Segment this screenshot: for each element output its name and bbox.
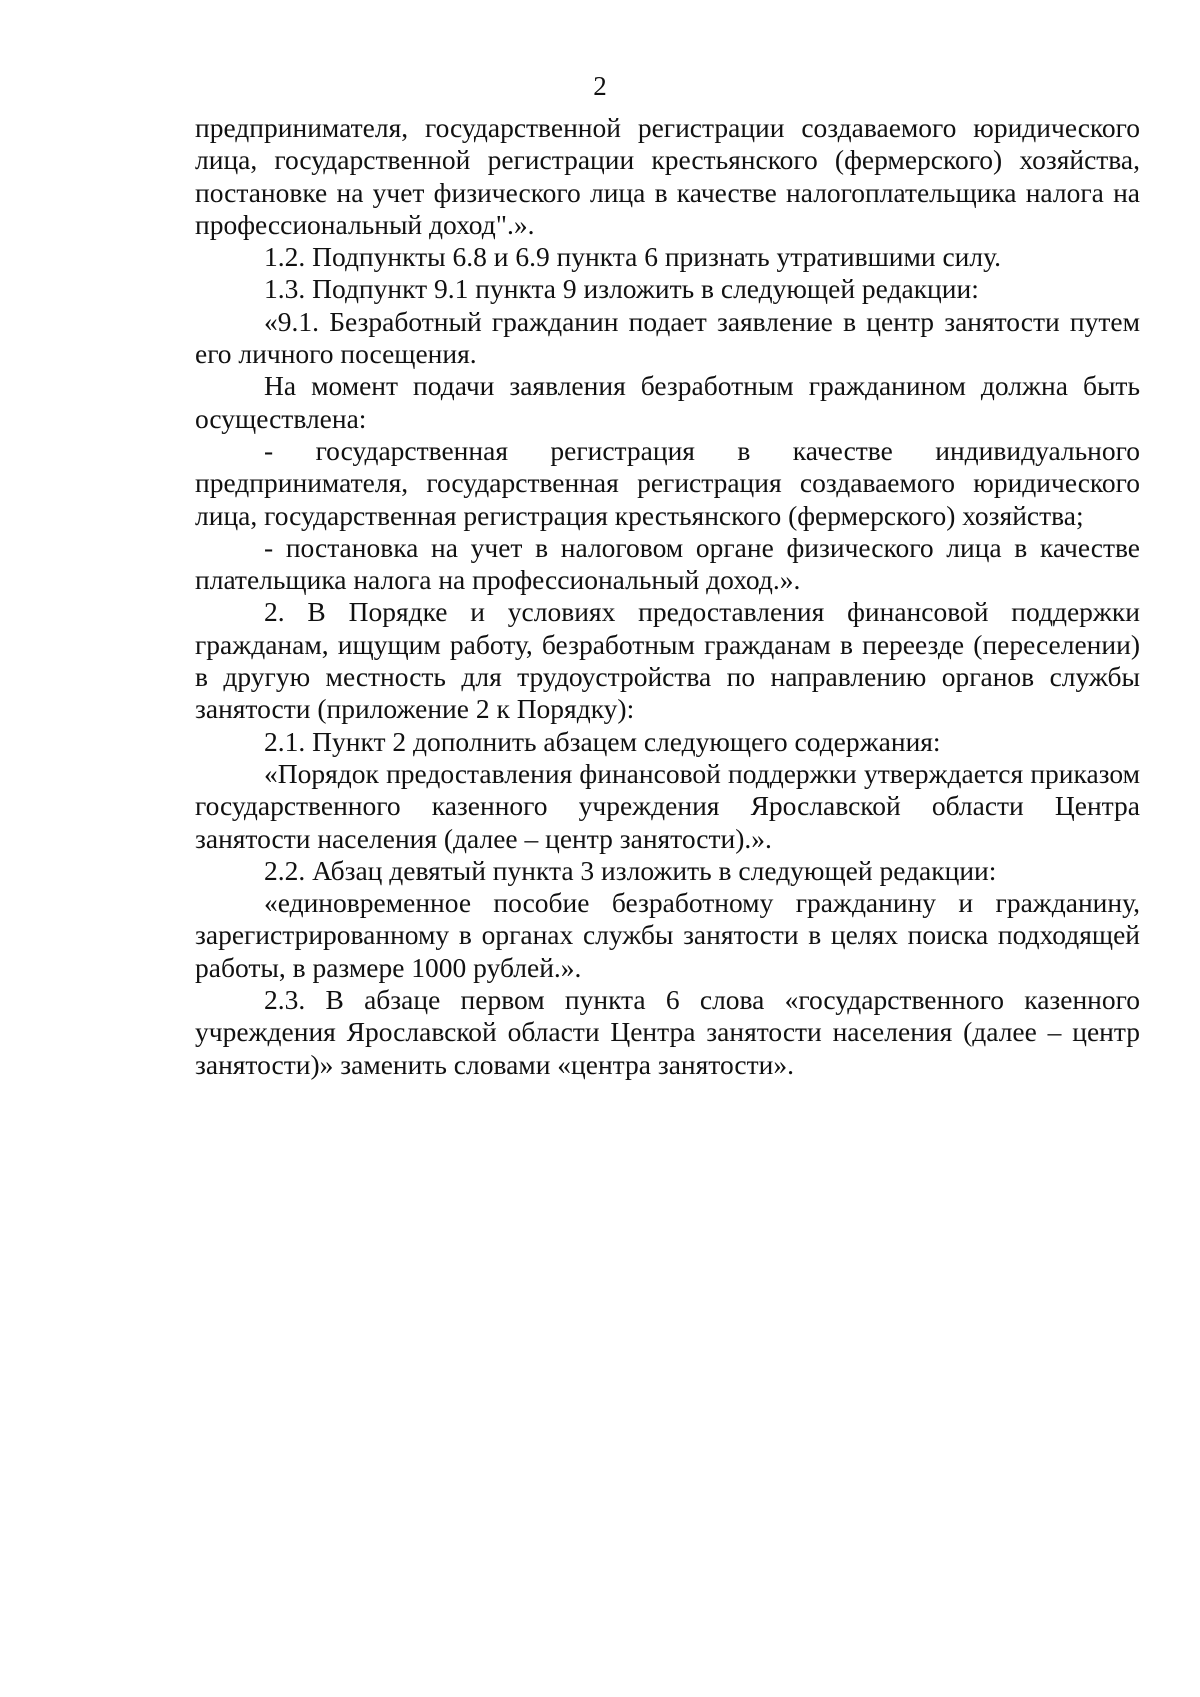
document-body: [195, 112, 1140, 1081]
paragraph-9-1: «9.1. Безработный гражданин подает заявление в центр занятости путем его личного посещения.: [195, 305, 1140, 370]
paragraph-1-2: 1.2. Подпункты 6.8 и 6.9 пункта 6 признать утратившими силу.: [264, 241, 1001, 273]
paragraph-list-item-tax: - постановка на учет в налоговом органе физического лица в качестве плательщика налога на профессиональный доход.».: [195, 531, 1140, 596]
page-number: 2: [593, 71, 607, 101]
paragraph-2: 2. В Порядке и условиях предоставления финансовой поддержки гражданам, ищущим работу, безработным гражданам в переезде (переселении) в другую местность для трудоустройства по направлению органов службы занятости (приложение 2 к Порядку):: [195, 596, 1140, 725]
paragraph-list-item-registration: - государственная регистрация в качестве индивидуального предпринимателя, государственная регистрация создаваемого юридического лица, государственная регистрация крестьянского (фермерского) хозяйства;: [195, 434, 1140, 531]
paragraph-2-2: 2.2. Абзац девятый пункта 3 изложить в следующей редакции:: [264, 854, 997, 886]
paragraph-poryadok: «Порядок предоставления финансовой поддержки утверждается приказом государственного казенного учреждения Ярославской области Центра занятости населения (далее – центр занятости).».: [195, 757, 1140, 854]
paragraph-2-1: 2.1. Пункт 2 дополнить абзацем следующего содержания:: [264, 725, 941, 757]
paragraph-1-3: 1.3. Подпункт 9.1 пункта 9 изложить в следующей редакции:: [264, 273, 979, 305]
paragraph-continuation: предпринимателя, государственной регистрации создаваемого юридического лица, государственной регистрации крестьянского (фермерского) хозяйства, постановке на учет физического лица в качестве налогоплательщика налога на профессиональный доход".».: [195, 112, 1140, 240]
paragraph-posobie: «единовременное пособие безработному гражданину и гражданину, зарегистрированному в органах службы занятости в целях поиска подходящей работы, в размере 1000 рублей.».: [195, 887, 1140, 983]
paragraph-moment-podachi: На момент подачи заявления безработным гражданином должна быть осуществлена:: [195, 370, 1140, 434]
paragraph-2-3: 2.3. В абзаце первом пункта 6 слова «государственного казенного учреждения Ярославской области Центра занятости населения (далее – центр занятости)» заменить словами «центра занятости».: [195, 984, 1140, 1080]
